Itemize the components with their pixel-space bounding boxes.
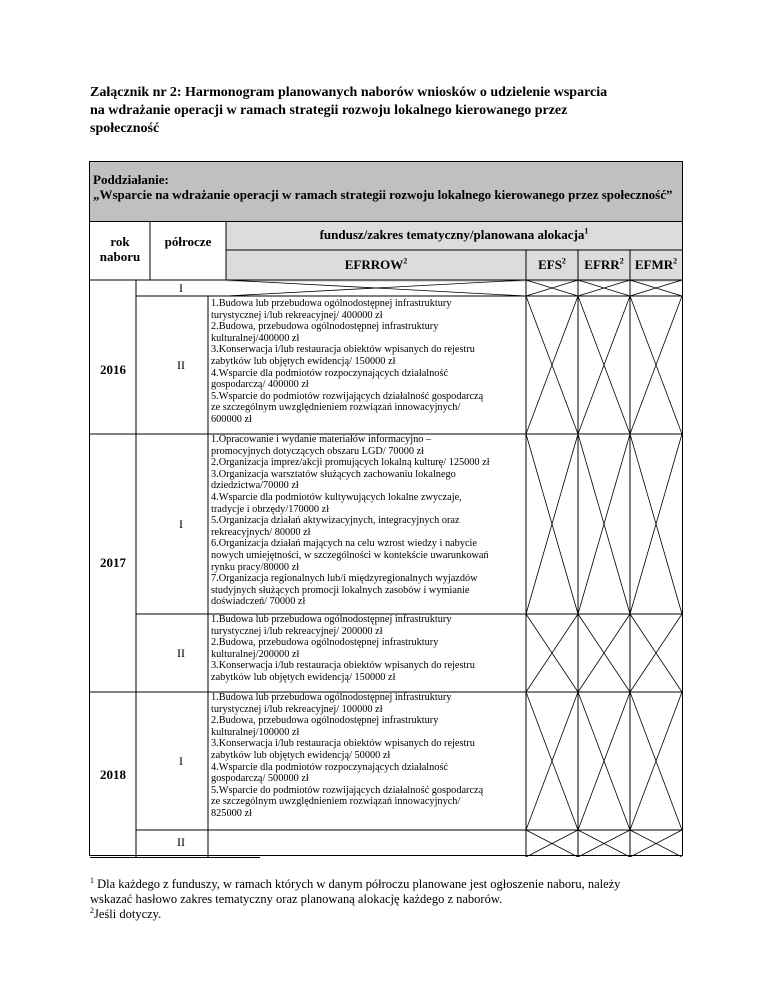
table-grid	[90, 162, 684, 857]
list-item: promocyjnych dotyczących obszaru LGD/ 70000 zł	[211, 445, 425, 457]
footnote-1-cont: wskazać hasłowo zakres tematyczny oraz planowaną alokację każdego z naborów.	[90, 892, 503, 906]
list-item: 4.Wsparcie dla podmiotów rozpoczynających działalność	[211, 761, 449, 773]
list-item: 1.Budowa lub przebudowa ogólnodostępnej infrastruktury	[211, 298, 452, 309]
grid-lines	[90, 222, 682, 857]
footnote-1-text-a: Dla każdego z funduszy, w ramach których w danym półroczu planowane jest ogłoszenie naboru, należy	[97, 877, 621, 891]
list-item: kulturalnej/200000 zł	[211, 648, 300, 660]
fund-header-text: fundusz/zakres tematyczny/planowana alokacja	[319, 227, 585, 242]
half-2018-2: II	[177, 834, 185, 849]
list-item: 3.Konserwacja i/lub restauracja obiektów wpisanych do rejestru	[211, 660, 475, 672]
list-item: 2.Budowa, przebudowa ogólnodostępnej infrastruktury	[211, 321, 439, 333]
efrr-label: EFRR	[584, 257, 620, 272]
list-item: 3.Konserwacja i/lub restauracja obiektów wpisanych do rejestru	[211, 344, 475, 356]
list-item: 1.Opracowanie i wydanie materiałów informacyjno –	[211, 434, 432, 445]
efrr-sup: 2	[619, 256, 624, 266]
title-line-3: społeczność	[90, 121, 160, 136]
list-item: 2.Budowa, przebudowa ogólnodostępnej infrastruktury	[211, 637, 439, 649]
subaction-title: „Wsparcie na wdrażanie operacji w ramach strategii rozwoju lokalnego kierowanego przez społeczność”	[93, 187, 673, 202]
efs-sup: 2	[561, 256, 566, 266]
footnote-separator	[90, 857, 260, 858]
list-item: studyjnych służących promocji lokalnych zasobów i wymianie	[211, 584, 470, 596]
list-item: 4.Wsparcie dla podmiotów kultywujących lokalne zwyczaje,	[211, 491, 462, 503]
half-2017-2: II	[177, 645, 185, 660]
half-2016-1: I	[179, 280, 183, 295]
footnote-1-mark: 1	[90, 875, 94, 885]
half-2017-1: I	[179, 516, 183, 531]
list-item: 1.Budowa lub przebudowa ogólnodostępnej infrastruktury	[211, 692, 452, 703]
list-item: 5.Wsparcie do podmiotów rozwijających działalność gospodarczą	[211, 390, 484, 402]
footnote-2-mark: 2	[90, 905, 94, 915]
half-header: półrocze	[164, 234, 212, 249]
list-item: zabytków lub objętych ewidencją/ 150000 zł	[211, 671, 396, 683]
list-item: ze szczególnym uwzględnieniem rozwiązań innowacyjnych/	[211, 402, 461, 414]
list-item: zabytków lub objętych ewidencją/ 50000 zł	[211, 749, 391, 761]
title-line-2: na wdrażanie operacji w ramach strategii rozwoju lokalnego kierowanego przez	[90, 103, 568, 118]
list-item: gospodarczą/ 500000 zł	[211, 773, 309, 785]
efrrow-label: EFRROW	[344, 257, 404, 272]
footnote-1	[90, 877, 690, 892]
list-item: kulturalnej/400000 zł	[211, 332, 300, 344]
list-item: 825000 zł	[211, 807, 252, 819]
na-cross-marks	[226, 280, 682, 857]
list-item: zabytków lub objętych ewidencją/ 150000 zł	[211, 355, 396, 367]
list-item: turystycznej i/lub rekreacyjnej/ 100000 zł	[211, 703, 383, 715]
efmr-sup: 2	[673, 256, 678, 266]
list-item: ze szczególnym uwzględnieniem rozwiązań innowacyjnych/	[211, 796, 461, 808]
list-item: 3.Konserwacja i/lub restauracja obiektów wpisanych do rejestru	[211, 738, 475, 750]
list-item: turystycznej i/lub rekreacyjnej/ 200000 zł	[211, 625, 383, 637]
list-item: dziedzictwa/70000 zł	[211, 480, 299, 492]
footnote-2-text: Jeśli dotyczy.	[94, 907, 162, 921]
list-item: 5.Organizacja działań aktywizacyjnych, integracyjnych oraz	[211, 515, 460, 527]
footnote-2	[90, 907, 161, 922]
efs-label: EFS	[538, 257, 562, 272]
fund-header-sup: 1	[584, 226, 589, 236]
half-2018-1: I	[179, 753, 183, 768]
year-header-text: rok naboru	[99, 234, 141, 264]
list-item: doświadczeń/ 70000 zł	[211, 596, 306, 608]
list-item: 4.Wsparcie dla podmiotów rozpoczynających działalność	[211, 367, 449, 379]
year-2016: 2016	[100, 362, 126, 377]
title-line-1: Załącznik nr 2: Harmonogram planowanych naborów wniosków o udzielenie wsparcia	[90, 85, 608, 100]
list-item: 3.Organizacja warsztatów służących zachowaniu lokalnego	[211, 468, 456, 480]
list-item: 1.Budowa lub przebudowa ogólnodostępnej infrastruktury	[211, 614, 452, 625]
document-title	[90, 84, 690, 138]
list-item: nowych umiejętności, w szczególności w kontekście uwarunkowań	[211, 549, 489, 561]
list-item: turystycznej i/lub rekreacyjnej/ 400000 zł	[211, 309, 383, 321]
list-item: 2.Budowa, przebudowa ogólnodostępnej infrastruktury	[211, 715, 439, 727]
subaction-label: Poddziałanie:	[93, 172, 169, 187]
half-2016-2: II	[177, 357, 185, 372]
list-item: 600000 zł	[211, 413, 252, 425]
schedule-table	[89, 161, 683, 856]
list-item: 6.Organizacja działań mających na celu wzrost wiedzy i nabycie	[211, 538, 477, 550]
efmr-label: EFMR	[634, 257, 674, 272]
list-item: kulturalnej/100000 zł	[211, 726, 300, 738]
list-item: gospodarczą/ 400000 zł	[211, 379, 309, 391]
list-item: 7.Organizacja regionalnych lub/i międzyregionalnych wyjazdów	[211, 573, 478, 585]
year-2018: 2018	[100, 766, 126, 782]
year-2017: 2017	[100, 555, 126, 570]
list-item: 5.Wsparcie do podmiotów rozwijających działalność gospodarczą	[211, 784, 484, 796]
list-item: rekreacyjnych/ 80000 zł	[211, 526, 311, 538]
efrrow-sup: 2	[403, 256, 408, 266]
list-item: tradycje i obrzędy/170000 zł	[211, 503, 330, 515]
list-item: 2.Organizacja imprez/akcji promujących lokalną kulturę/ 125000 zł	[211, 457, 490, 469]
list-item: rynku pracy/80000 zł	[211, 561, 300, 573]
